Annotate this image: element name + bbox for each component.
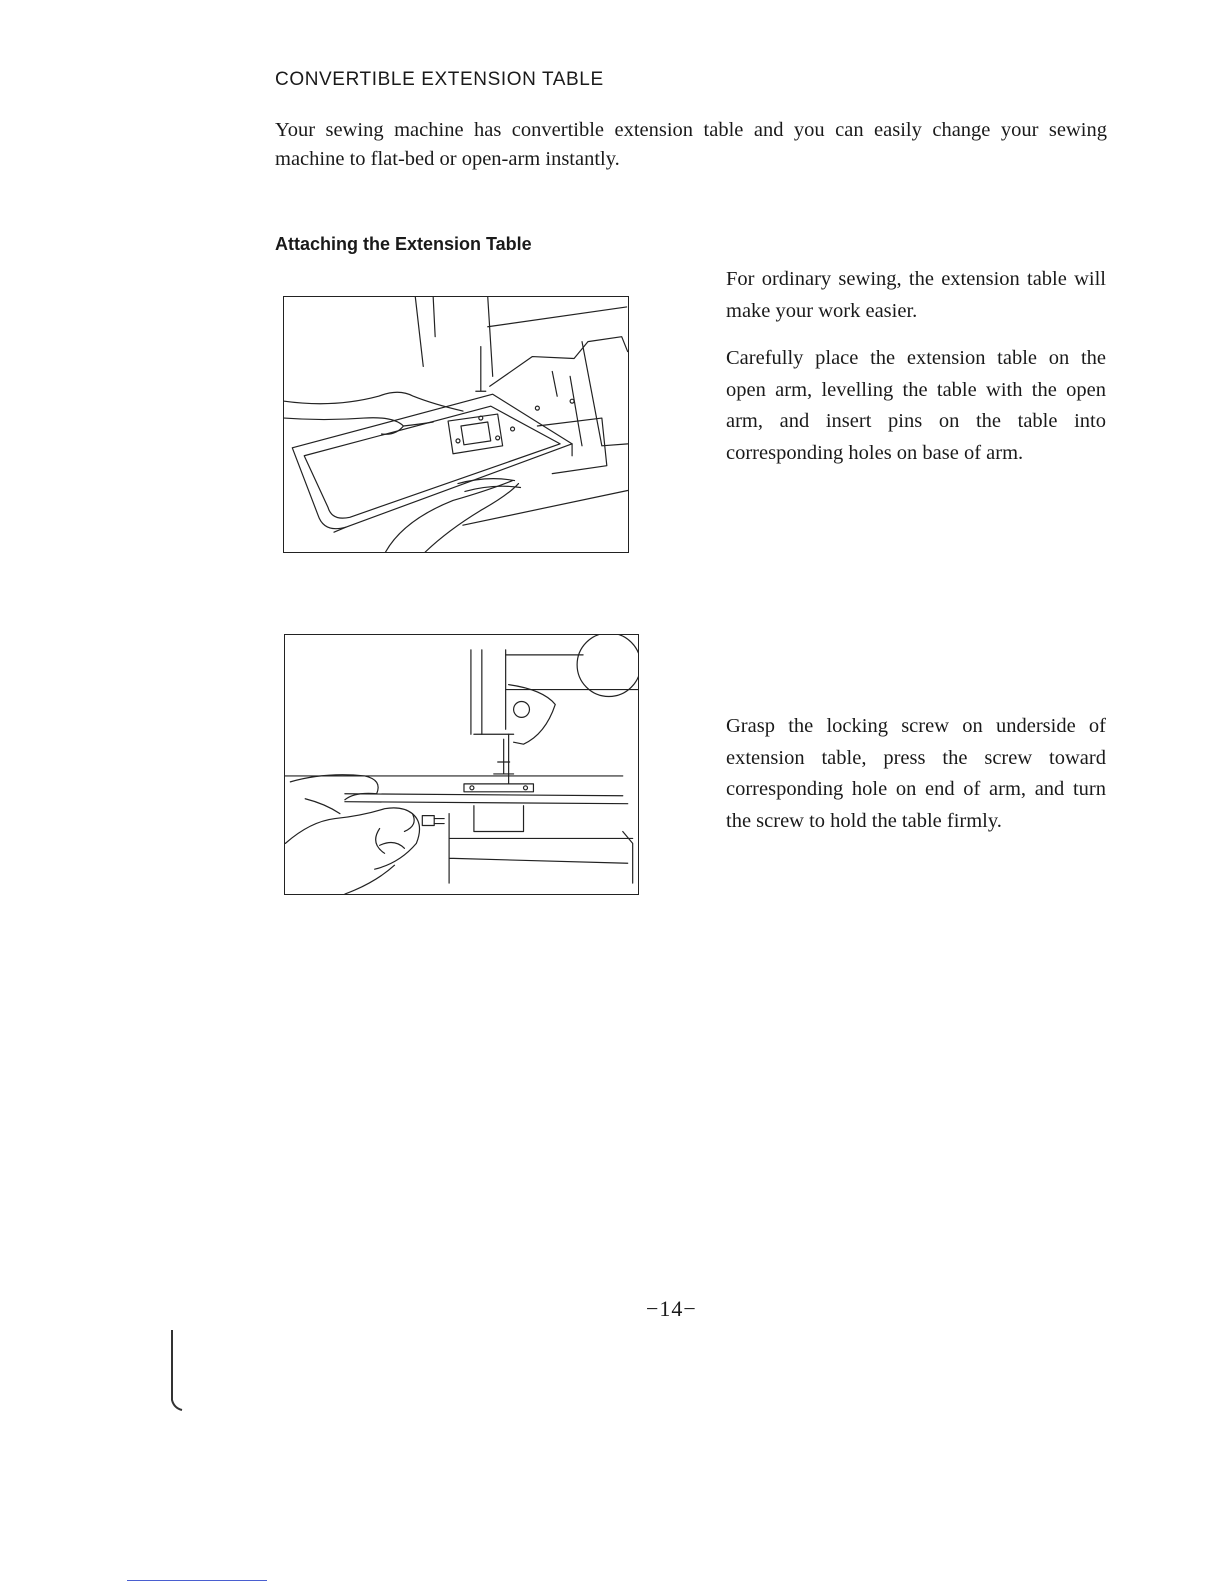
page-number: −14− xyxy=(646,1296,697,1321)
intro-paragraph: Your sewing machine has convertible extension table and you can easily change your sewing machine to flat-bed or open-arm instantly. xyxy=(275,119,1107,170)
illustration-locking-screw xyxy=(284,634,639,895)
paragraph-ordinary-sewing: For ordinary sewing, the extension table will make your work easier. xyxy=(726,268,1106,322)
illustration-attaching-table-drawing xyxy=(284,297,628,552)
scan-margin-line xyxy=(127,1580,267,1581)
illustration-locking-screw-drawing xyxy=(285,635,638,894)
subheading-attaching-table: Attaching the Extension Table xyxy=(275,234,532,254)
illustration-attaching-table xyxy=(283,296,629,553)
paragraph-locking-screw: Grasp the locking screw on underside of extension table, press the screw toward corresponding hole on end of arm, and turn the screw to hold the table firmly. xyxy=(726,715,1106,832)
section-title: CONVERTIBLE EXTENSION TABLE xyxy=(275,69,604,90)
paragraph-placement: Carefully place the extension table on the open arm, levelling the table with the open arm, and insert pins on the table into corresponding holes on base of arm. xyxy=(726,347,1106,464)
scan-edge-mark xyxy=(160,1270,190,1420)
